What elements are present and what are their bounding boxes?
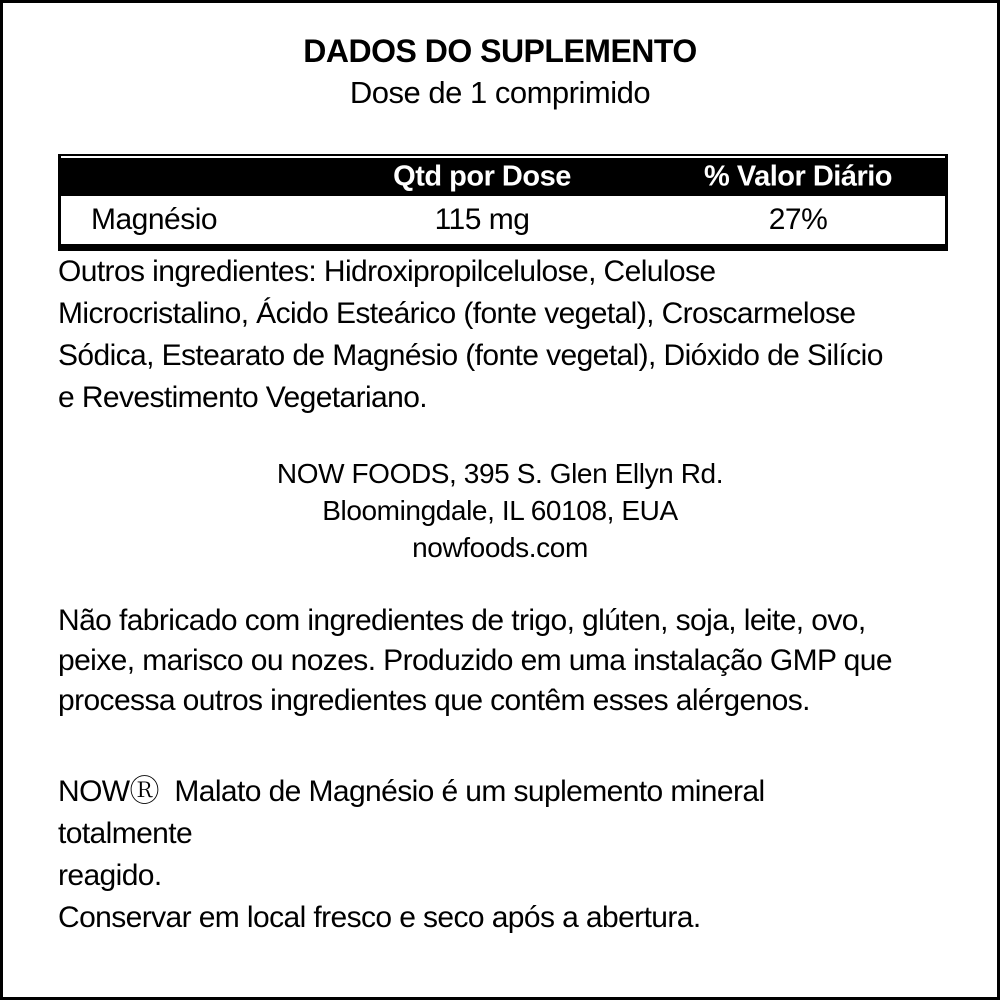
manufacturer-website: nowfoods.com: [412, 532, 588, 563]
other-ingredients-line: e Revestimento Vegetariano.: [58, 381, 428, 414]
supplement-facts-table: [58, 154, 948, 251]
product-description-line: totalmente: [58, 817, 193, 850]
serving-size: Dose de 1 comprimido: [349, 75, 651, 110]
table-row: [61, 196, 945, 244]
other-ingredients-line: Outros ingredientes: Hidroxipropilcelulose, Celulose: [58, 255, 716, 288]
address-line-2: Bloomingdale, IL 60108, EUA: [322, 495, 678, 526]
nutrient-name: Magnésio: [91, 203, 218, 236]
allergen-notice-line: processa outros ingredientes que contêm esses alérgenos.: [58, 684, 810, 717]
table-bottom-bar: [61, 244, 945, 251]
nutrient-amount: 115 mg: [434, 203, 530, 236]
header-cell-amount: Qtd por Dose: [393, 160, 571, 193]
table-header-row: [61, 158, 945, 196]
manufacturer-address: [3, 455, 997, 566]
product-description-line: reagido.: [58, 859, 162, 892]
product-description-paragraph: [58, 771, 957, 939]
nutrient-daily-value: 27%: [768, 203, 828, 236]
product-description-line: NOWⓇ Malato de Magnésio é um suplemento mineral: [58, 775, 765, 808]
allergen-notice-line: peixe, marisco ou nozes. Produzido em uma instalação GMP que: [58, 644, 892, 677]
other-ingredients-paragraph: [58, 251, 957, 419]
allergen-notice-paragraph: [58, 601, 957, 721]
supplement-facts-title: DADOS DO SUPLEMENTO: [303, 33, 697, 69]
allergen-notice-line: Não fabricado com ingredientes de trigo, glúten, soja, leite, ovo,: [58, 604, 866, 637]
storage-instruction-line: Conservar em local fresco e seco após a abertura.: [58, 901, 701, 934]
other-ingredients-line: Microcristalino, Ácido Esteárico (fonte vegetal), Croscarmelose: [58, 297, 856, 330]
header-cell-daily-value: % Valor Diário: [703, 160, 893, 193]
address-line-1: NOW FOODS, 395 S. Glen Ellyn Rd.: [276, 458, 724, 489]
other-ingredients-line: Sódica, Estearato de Magnésio (fonte vegetal), Dióxido de Silício: [58, 339, 883, 372]
